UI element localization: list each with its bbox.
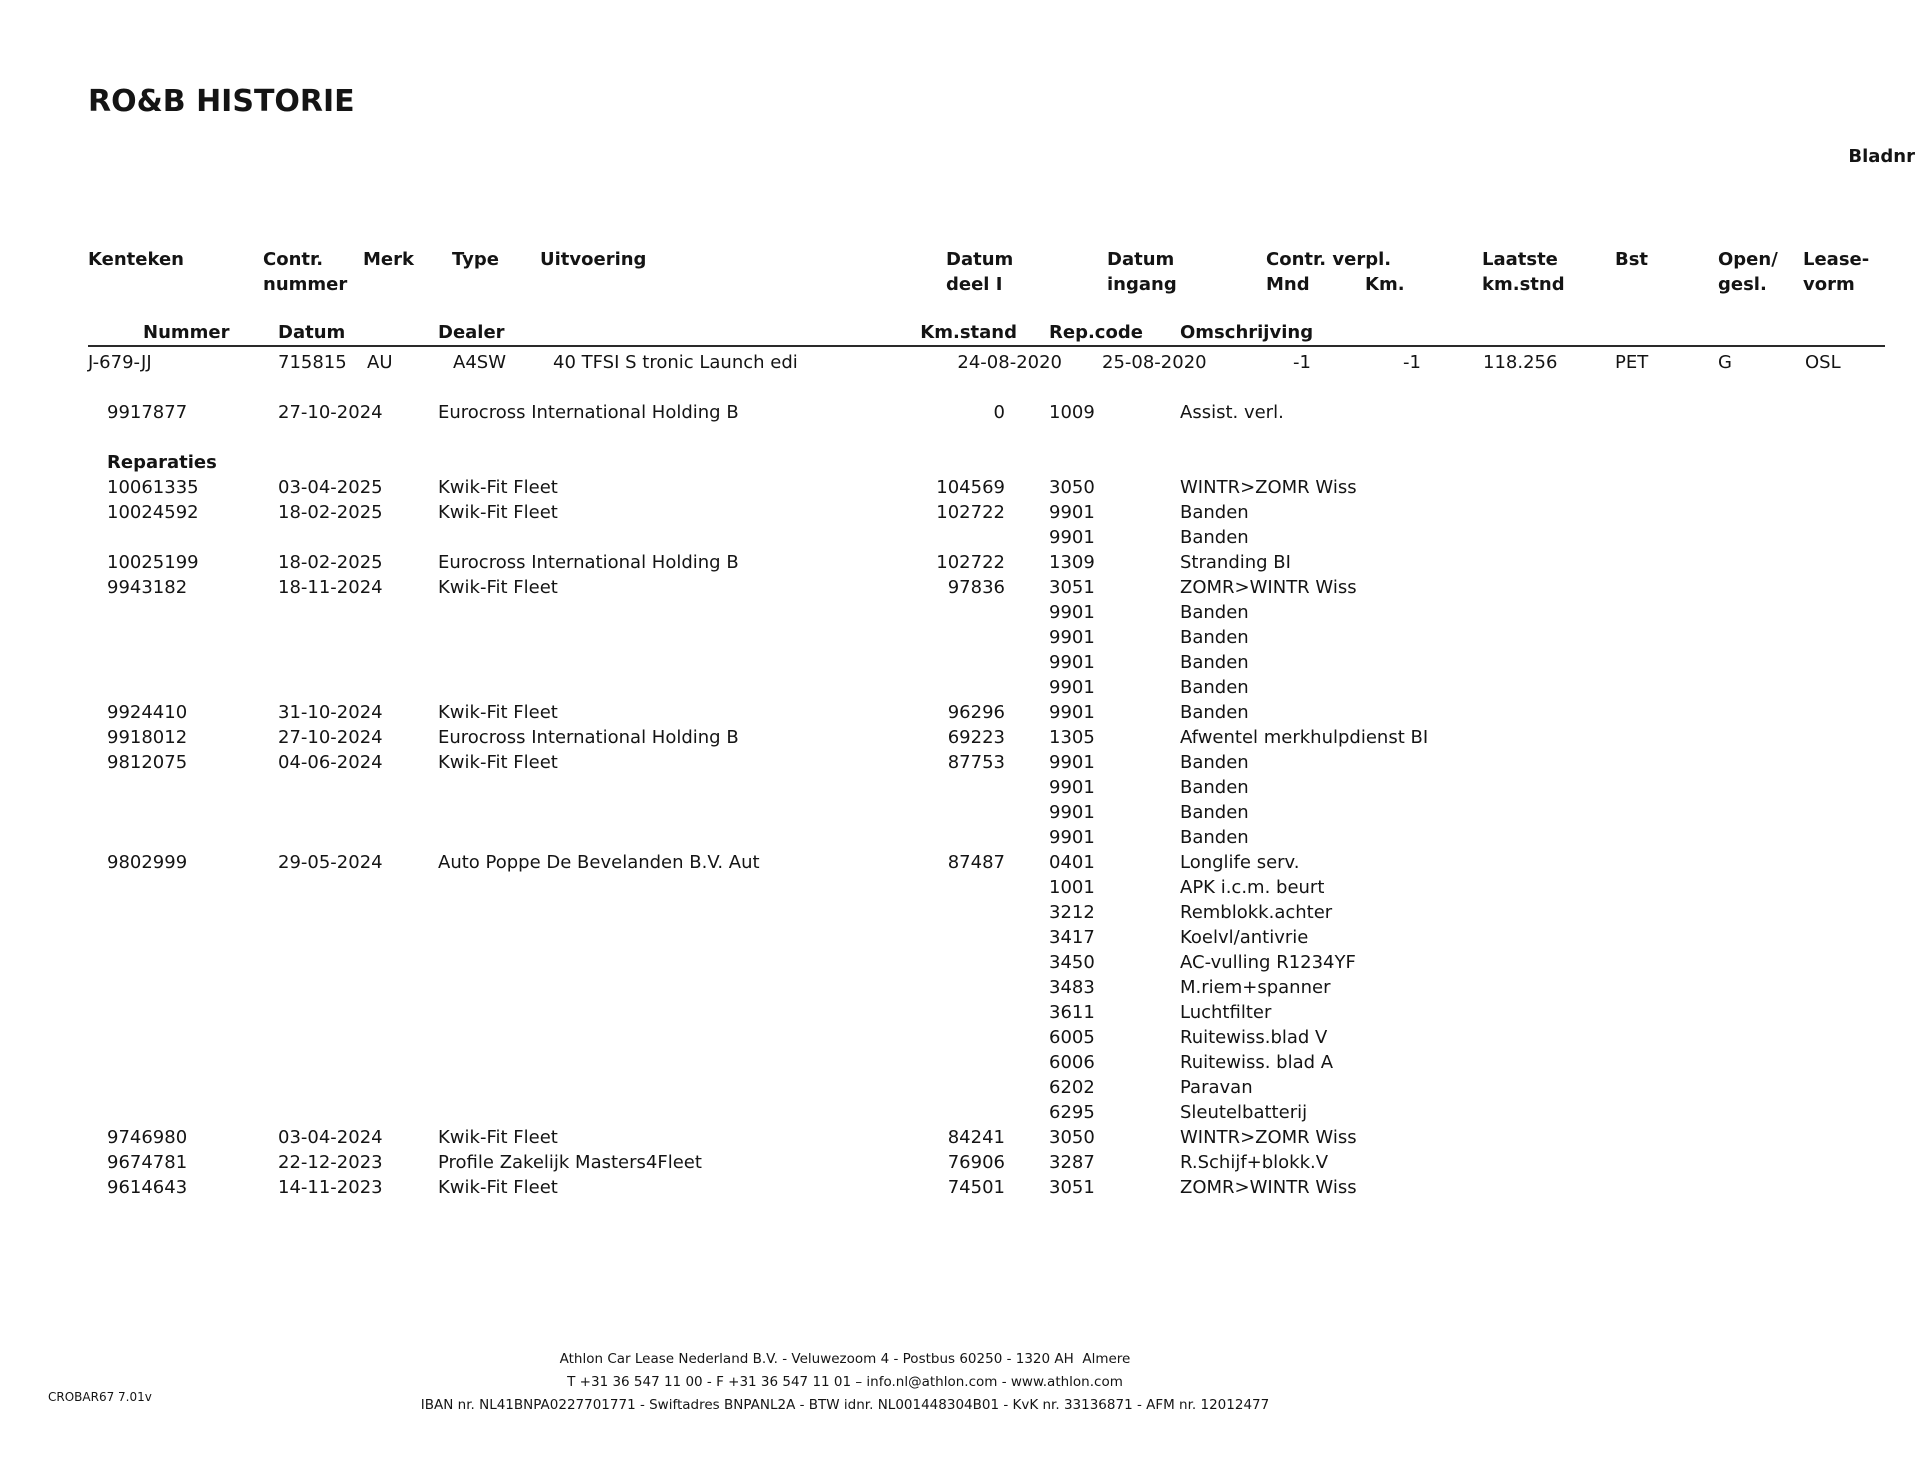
cell-omschrijving: Banden <box>1180 677 1249 698</box>
col-kenteken: Kenteken <box>88 249 184 270</box>
assistance-nummer: 9917877 <box>107 402 188 423</box>
cell-omschrijving: Stranding BI <box>1180 552 1291 573</box>
col-nummer: Nummer <box>143 322 230 343</box>
col-datum-ingang-2: ingang <box>1107 274 1177 295</box>
table-row <box>0 675 1920 700</box>
footer <box>0 1348 1690 1417</box>
cell-omschrijving: WINTR>ZOMR Wiss <box>1180 477 1357 498</box>
col-uitvoering: Uitvoering <box>540 249 647 270</box>
col-lease-vorm: Lease- <box>1803 249 1870 270</box>
cell-datum: 18-02-2025 <box>278 552 383 573</box>
cell-dealer: Kwik-Fit Fleet <box>438 502 558 523</box>
col-contr-nummer-2: nummer <box>263 274 348 295</box>
table-row <box>0 925 1920 950</box>
table-row <box>0 1125 1920 1150</box>
cell-nummer: 9924410 <box>107 702 188 723</box>
cell-kmstand: 87753 <box>947 752 1005 773</box>
cell-repcode: 9901 <box>1049 502 1095 523</box>
col-kmstand: Km.stand <box>920 322 1017 343</box>
table-row <box>0 700 1920 725</box>
cell-repcode: 9901 <box>1049 602 1095 623</box>
table-row <box>0 875 1920 900</box>
cell-dealer: Kwik-Fit Fleet <box>438 577 558 598</box>
cell-repcode: 9901 <box>1049 627 1095 648</box>
cell-nummer: 10024592 <box>107 502 199 523</box>
footer-contact: T +31 36 547 11 00 - F +31 36 547 11 01 – info.nl@athlon.com - www.athlon.com <box>567 1374 1123 1390</box>
cell-datum: 18-02-2025 <box>278 502 383 523</box>
cell-repcode: 9901 <box>1049 702 1095 723</box>
cell-kmstand: 87487 <box>947 852 1005 873</box>
table-row <box>0 1000 1920 1025</box>
value-laatste-km-stand: 118.256 <box>1483 352 1558 373</box>
col-open-gesl: Open/ <box>1718 249 1778 270</box>
value-datum-ingang: 25-08-2020 <box>1102 352 1207 373</box>
table-row <box>0 650 1920 675</box>
cell-repcode: 3212 <box>1049 902 1095 923</box>
value-uitvoering: 40 TFSI S tronic Launch edi <box>553 352 798 373</box>
col-omschrijving: Omschrijving <box>1180 322 1314 343</box>
cell-kmstand: 97836 <box>947 577 1005 598</box>
table-row <box>0 1075 1920 1100</box>
cell-nummer: 9812075 <box>107 752 188 773</box>
col-type: Type <box>452 249 499 270</box>
cell-repcode: 0401 <box>1049 852 1095 873</box>
value-contr-nummer: 715815 <box>278 352 347 373</box>
cell-repcode: 9901 <box>1049 527 1095 548</box>
cell-dealer: Profile Zakelijk Masters4Fleet <box>438 1152 702 1173</box>
cell-omschrijving: Luchtfilter <box>1180 1002 1272 1023</box>
col-laatste-kmstnd-2: km.stnd <box>1482 274 1565 295</box>
cell-datum: 03-04-2024 <box>278 1127 383 1148</box>
table-row <box>0 900 1920 925</box>
cell-omschrijving: Banden <box>1180 652 1249 673</box>
value-contr-verpl-km: -1 <box>1403 352 1421 373</box>
cell-omschrijving: Afwentel merkhulpdienst BI <box>1180 727 1429 748</box>
cell-omschrijving: Banden <box>1180 502 1249 523</box>
assistance-dealer: Eurocross International Holding B <box>438 402 739 423</box>
table-row <box>0 525 1920 550</box>
cell-dealer: Kwik-Fit Fleet <box>438 477 558 498</box>
footer-address: Athlon Car Lease Nederland B.V. - Veluwezoom 4 - Postbus 60250 - 1320 AH Almere <box>559 1351 1131 1367</box>
cell-nummer: 9943182 <box>107 577 188 598</box>
section-label-reparaties: Reparaties <box>107 452 217 473</box>
cell-dealer: Kwik-Fit Fleet <box>438 1177 558 1198</box>
cell-repcode: 3050 <box>1049 1127 1095 1148</box>
cell-omschrijving: Banden <box>1180 827 1249 848</box>
cell-omschrijving: Banden <box>1180 627 1249 648</box>
value-type: A4SW <box>453 352 506 373</box>
table-row <box>0 550 1920 575</box>
assistance-omschrijving: Assist. verl. <box>1180 402 1284 423</box>
cell-repcode: 3483 <box>1049 977 1095 998</box>
table-row <box>0 1025 1920 1050</box>
cell-omschrijving: Banden <box>1180 527 1249 548</box>
col-mnd: Mnd <box>1266 274 1310 295</box>
cell-omschrijving: R.Schijf+blokk.V <box>1180 1152 1329 1173</box>
assistance-datum: 27-10-2024 <box>278 402 383 423</box>
cell-dealer: Kwik-Fit Fleet <box>438 702 558 723</box>
cell-repcode: 3050 <box>1049 477 1095 498</box>
cell-repcode: 6005 <box>1049 1027 1095 1048</box>
repairs-table <box>0 475 1920 1200</box>
table-row <box>0 1050 1920 1075</box>
cell-omschrijving: Banden <box>1180 602 1249 623</box>
cell-kmstand: 69223 <box>947 727 1005 748</box>
col-datum: Datum <box>278 322 346 343</box>
cell-dealer: Eurocross International Holding B <box>438 727 739 748</box>
cell-repcode: 9901 <box>1049 827 1095 848</box>
cell-repcode: 1001 <box>1049 877 1095 898</box>
cell-repcode: 9901 <box>1049 677 1095 698</box>
footer-registration: IBAN nr. NL41BNPA0227701771 - Swiftadres BNPANL2A - BTW idnr. NL001448304B01 - KvK nr. 33136871 - AFM nr. 12012477 <box>420 1397 1270 1413</box>
cell-dealer: Auto Poppe De Bevelanden B.V. Aut <box>438 852 760 873</box>
cell-nummer: 9802999 <box>107 852 188 873</box>
table-row <box>0 625 1920 650</box>
report-version-label: CROBAR67 7.01v <box>48 1390 152 1404</box>
cell-dealer: Kwik-Fit Fleet <box>438 1127 558 1148</box>
page-title: RO&B HISTORIE <box>88 84 355 119</box>
table-row <box>0 750 1920 775</box>
cell-repcode: 6202 <box>1049 1077 1095 1098</box>
cell-repcode: 1305 <box>1049 727 1095 748</box>
cell-omschrijving: Remblokk.achter <box>1180 902 1333 923</box>
cell-repcode: 3051 <box>1049 1177 1095 1198</box>
cell-omschrijving: Longlife serv. <box>1180 852 1300 873</box>
col-datum-ingang: Datum <box>1107 249 1175 270</box>
page-number-label: Bladnr <box>1848 146 1915 167</box>
cell-repcode: 9901 <box>1049 777 1095 798</box>
cell-datum: 29-05-2024 <box>278 852 383 873</box>
cell-omschrijving: AC-vulling R1234YF <box>1180 952 1356 973</box>
col-contr-verpl: Contr. verpl. <box>1266 249 1392 270</box>
cell-omschrijving: ZOMR>WINTR Wiss <box>1180 1177 1357 1198</box>
cell-kmstand: 102722 <box>936 502 1005 523</box>
col-dealer: Dealer <box>438 322 505 343</box>
cell-repcode: 9901 <box>1049 802 1095 823</box>
cell-nummer: 9746980 <box>107 1127 188 1148</box>
assistance-repcode: 1009 <box>1049 402 1095 423</box>
col-laatste-kmstnd: Laatste <box>1482 249 1558 270</box>
cell-repcode: 6006 <box>1049 1052 1095 1073</box>
cell-omschrijving: APK i.c.m. beurt <box>1180 877 1325 898</box>
cell-omschrijving: ZOMR>WINTR Wiss <box>1180 577 1357 598</box>
header-divider <box>88 345 1885 347</box>
col-bst: Bst <box>1615 249 1649 270</box>
cell-repcode: 3450 <box>1049 952 1095 973</box>
col-repcode: Rep.code <box>1049 322 1143 343</box>
value-kenteken: J-679-JJ <box>88 352 152 373</box>
cell-datum: 31-10-2024 <box>278 702 383 723</box>
table-row <box>0 975 1920 1000</box>
table-row <box>0 725 1920 750</box>
cell-repcode: 9901 <box>1049 752 1095 773</box>
cell-nummer: 9918012 <box>107 727 188 748</box>
table-row <box>0 1100 1920 1125</box>
cell-kmstand: 84241 <box>947 1127 1005 1148</box>
cell-datum: 04-06-2024 <box>278 752 383 773</box>
cell-datum: 03-04-2025 <box>278 477 383 498</box>
value-open-gesl: G <box>1718 352 1732 373</box>
cell-repcode: 6295 <box>1049 1102 1095 1123</box>
cell-datum: 14-11-2023 <box>278 1177 383 1198</box>
cell-nummer: 10061335 <box>107 477 199 498</box>
value-datum-deel-i: 24-08-2020 <box>957 352 1062 373</box>
col-lease-vorm-2: vorm <box>1803 274 1855 295</box>
cell-nummer: 9614643 <box>107 1177 188 1198</box>
cell-omschrijving: Ruitewiss. blad A <box>1180 1052 1334 1073</box>
assistance-kmstand: 0 <box>993 402 1005 423</box>
cell-repcode: 3051 <box>1049 577 1095 598</box>
cell-omschrijving: Banden <box>1180 752 1249 773</box>
table-row <box>0 850 1920 875</box>
cell-kmstand: 74501 <box>947 1177 1005 1198</box>
cell-repcode: 3611 <box>1049 1002 1095 1023</box>
cell-dealer: Eurocross International Holding B <box>438 552 739 573</box>
table-row <box>0 475 1920 500</box>
value-lease-vorm: OSL <box>1805 352 1841 373</box>
table-row <box>0 1175 1920 1200</box>
cell-omschrijving: Ruitewiss.blad V <box>1180 1027 1328 1048</box>
table-row <box>0 575 1920 600</box>
col-km: Km. <box>1365 274 1405 295</box>
col-contr-nummer: Contr. <box>263 249 324 270</box>
cell-nummer: 9674781 <box>107 1152 188 1173</box>
col-merk: Merk <box>363 249 414 270</box>
table-row <box>0 500 1920 525</box>
col-open-gesl-2: gesl. <box>1718 274 1767 295</box>
cell-datum: 27-10-2024 <box>278 727 383 748</box>
table-row <box>0 600 1920 625</box>
cell-nummer: 10025199 <box>107 552 199 573</box>
cell-omschrijving: WINTR>ZOMR Wiss <box>1180 1127 1357 1148</box>
cell-repcode: 3417 <box>1049 927 1095 948</box>
value-contr-verpl-mnd: -1 <box>1293 352 1311 373</box>
cell-kmstand: 96296 <box>947 702 1005 723</box>
table-row <box>0 1150 1920 1175</box>
table-row <box>0 800 1920 825</box>
table-row <box>0 950 1920 975</box>
cell-datum: 18-11-2024 <box>278 577 383 598</box>
cell-omschrijving: Banden <box>1180 702 1249 723</box>
cell-omschrijving: Sleutelbatterij <box>1180 1102 1308 1123</box>
cell-omschrijving: M.riem+spanner <box>1180 977 1331 998</box>
cell-omschrijving: Koelvl/antivrie <box>1180 927 1309 948</box>
col-datum-deel-i: Datum <box>946 249 1014 270</box>
col-datum-deel-i-2: deel I <box>946 274 1003 295</box>
value-merk: AU <box>367 352 393 373</box>
cell-repcode: 9901 <box>1049 652 1095 673</box>
cell-repcode: 3287 <box>1049 1152 1095 1173</box>
table-row <box>0 775 1920 800</box>
cell-omschrijving: Banden <box>1180 777 1249 798</box>
cell-kmstand: 104569 <box>936 477 1005 498</box>
table-row <box>0 825 1920 850</box>
cell-dealer: Kwik-Fit Fleet <box>438 752 558 773</box>
cell-datum: 22-12-2023 <box>278 1152 383 1173</box>
cell-omschrijving: Paravan <box>1180 1077 1253 1098</box>
value-bst: PET <box>1615 352 1649 373</box>
cell-kmstand: 102722 <box>936 552 1005 573</box>
cell-omschrijving: Banden <box>1180 802 1249 823</box>
cell-repcode: 1309 <box>1049 552 1095 573</box>
cell-kmstand: 76906 <box>947 1152 1005 1173</box>
